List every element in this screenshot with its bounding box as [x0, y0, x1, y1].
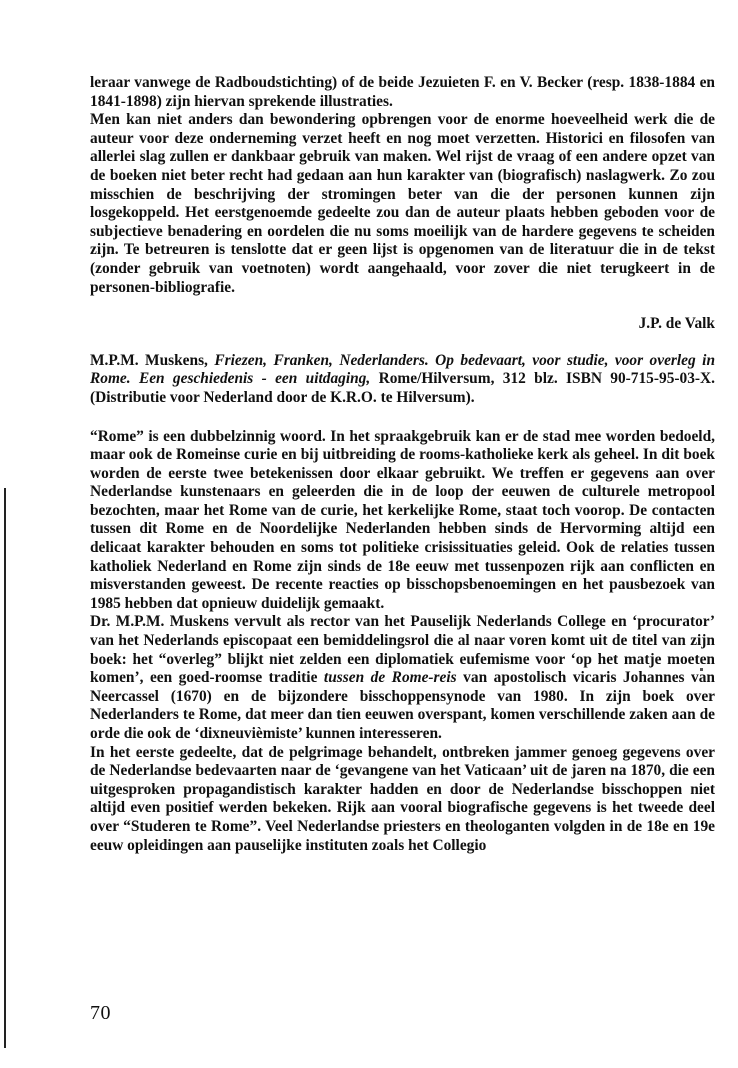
review1-signature: J.P. de Valk: [638, 315, 715, 333]
scan-edge-line: [4, 488, 6, 1048]
review2-paragraph-2: [90, 613, 715, 743]
review2-p2-italic: tussen de Rome-reis: [323, 669, 457, 687]
review2-author: M.P.M. Muskens,: [90, 351, 208, 369]
review2-p2-before: Dr. M.P.M. Muskens vervult als rector van het Pauselijk Nederlands College en ‘procurator’ van het Nederlands episcopaat een bemiddelingsrol die al naar voren komt uit de titel van zijn boek: het “overleg” blijkt niet zelden een diplomatiek eufemisme voor ‘op het matje moeten komen’, een goed-roomse traditie: [90, 613, 715, 687]
review2-p2-after: van apostolisch vicaris Johannes van Neercassel (1670) en de bijzondere bisschoppensynode van 1980. In zijn boek over Nederlanders te Rome, dat meer dan tien eeuwen overspant, komen verschillende zaken aan de orde die ook de ‘dixneuvièmiste’ kunnen interesseren.: [90, 669, 715, 742]
review1-continuation: leraar vanwege de Radboudstichting) of de beide Jezuieten F. en V. Becker (resp. 1838-1884 en 1841-1898) zijn hiervan sprekende illustraties.: [90, 74, 715, 110]
spacer: [90, 408, 715, 428]
page-body: [90, 74, 715, 855]
review2-citation: [90, 352, 715, 408]
page-number: 70: [90, 1002, 111, 1024]
review1-paragraph: Men kan niet anders dan bewondering opbrengen voor de enorme hoeveelheid werk die de auteur voor deze onderneming verzet heeft en nog moet verzetten. Historici en filosofen van allerlei slag zullen er dankbaar gebruik van maken. Wel rijst de vraag of een andere opzet van de boeken niet beter recht had gedaan aan hun karakter van (biografisch) naslagwerk. Zo zou misschien de beschrijving der stromingen beter van die der personen kunnen zijn losgekoppeld. Het eerstgenoemde gedeelte zou dan de auteur plaats hebben geboden voor de subjectieve benadering en oordelen die nu soms moeilijk van de hardere gegevens te scheiden zijn. Te betreuren is tenslotte dat er geen lijst is opgenomen van de literatuur die in de tekst (zonder gebruik van voetnoten) wordt aangehaald, voor zover die niet terugkeert in de personen-bibliografie.: [90, 111, 715, 296]
review2-publication: Rome/Hilversum, 312 blz. ISBN 90-715-95-03-X. (Distributie voor Nederland door de K.R.O. te Hilversum).: [90, 370, 715, 406]
review2-paragraph-3: In het eerste gedeelte, dat de pelgrimage behandelt, ontbreken jammer genoeg gegevens over de Nederlandse bedevaarten naar de ‘gevangene van het Vaticaan’ uit de jaren na 1870, die een uitgesproken propagandistisch karakter hadden en door de Nederlandse bisschoppen niet altijd even positief werden bekeken. Rijk aan vooral biografische gegevens is het tweede deel over “Studeren te Rome”. Veel Nederlandse priesters en theologanten volgden in de 18e en 19e eeuw opleidingen aan pauselijke instituten zoals het Collegio: [90, 743, 715, 854]
review2-paragraph-1: “Rome” is een dubbelzinnig woord. In het spraakgebruik kan er de stad mee worden bedoeld, maar ook de Romeinse curie en bij uitbreiding de rooms-katholieke kerk als geheel. In dit boek worden de eerste twee betekenissen door elkaar gebruikt. We treffen er gegevens aan over Nederlandse kunstenaars en geleerden die in de loop der eeuwen de culturele metropool bezochten, maar het Rome van de curie, het kerkelijke Rome, staat toch voorop. De contacten tussen dit Rome en de Noordelijke Nederlanden hebben sinds de Hervorming altijd een delicaat karakter behouden en soms tot politieke crisissituaties geleid. Ook de relaties tussen katholiek Nederland en Rome zijn sinds de 18e eeuw met tussenpozen rijk aan conflicten en misverstanden geweest. De recente reacties op bisschopsbenoemingen en het pausbezoek van 1985 hebben dat opnieuw duidelijk gemaakt.: [90, 427, 715, 612]
review2-title: Friezen, Franken, Nederlanders. Op bedevaart, voor studie, voor overleg in Rome. Een geschiedenis - een uitdaging,: [90, 351, 716, 388]
